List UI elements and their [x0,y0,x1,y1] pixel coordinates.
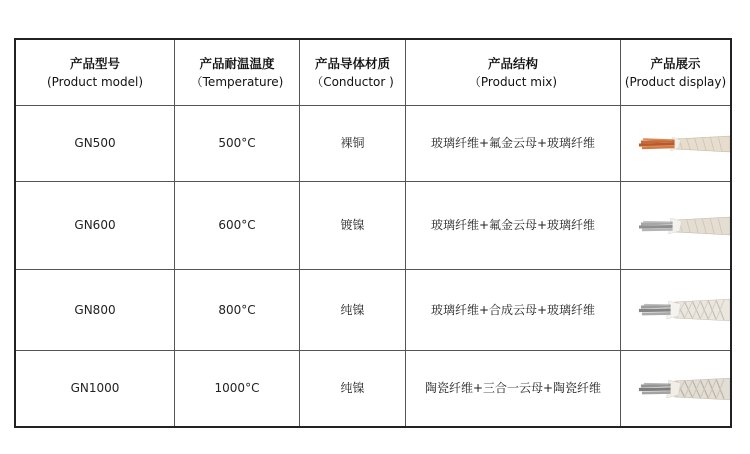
row-2-conductor: 镀镍 [300,182,406,270]
header-conductor-zh: 产品导体材质 [314,55,390,71]
header-model-zh: 产品型号 [69,55,120,71]
row-1-structure: 玻璃纤维+氟金云母+玻璃纤维 [406,106,621,182]
header-temperature-zh: 产品耐温温度 [199,55,275,71]
nickel-plated-wire-image [635,206,730,246]
row-2-display [621,182,730,270]
row-4-display [621,351,730,426]
row-1-conductor: 裸铜 [300,106,406,182]
row-2-temperature: 600°C [175,182,300,270]
row-3-conductor: 纯镍 [300,270,406,351]
row-4-temperature: 1000°C [175,351,300,426]
row-3-temperature: 800°C [175,270,300,351]
header-display-en: (Product display) [624,74,727,89]
header-structure-en: （Product mix) [468,74,558,89]
header-model-en: (Product model) [46,74,144,89]
row-4-model: GN1000 [16,351,175,426]
row-3-model: GN800 [16,270,175,351]
row-1-display [621,106,730,182]
row-3-display [621,270,730,351]
header-display-zh: 产品展示 [650,55,701,71]
product-spec-table [14,38,732,428]
header-model [16,40,175,106]
row-4-conductor: 纯镍 [300,351,406,426]
row-3-structure: 玻璃纤维+合成云母+玻璃纤维 [406,270,621,351]
header-temperature-en: （Temperature) [190,74,284,89]
header-conductor [300,40,406,106]
row-4-structure: 陶瓷纤维+三合一云母+陶瓷纤维 [406,351,621,426]
pure-nickel-ceramic-wire-image [635,369,730,409]
row-1-model: GN500 [16,106,175,182]
row-2-model: GN600 [16,182,175,270]
row-2-structure: 玻璃纤维+氟金云母+玻璃纤维 [406,182,621,270]
pure-nickel-wire-image [635,290,730,330]
bare-copper-wire-image [635,124,730,164]
header-conductor-en: （Conductor ) [311,74,394,89]
header-structure [406,40,621,106]
header-display [621,40,730,106]
header-temperature [175,40,300,106]
header-structure-zh: 产品结构 [487,55,538,71]
row-1-temperature: 500°C [175,106,300,182]
